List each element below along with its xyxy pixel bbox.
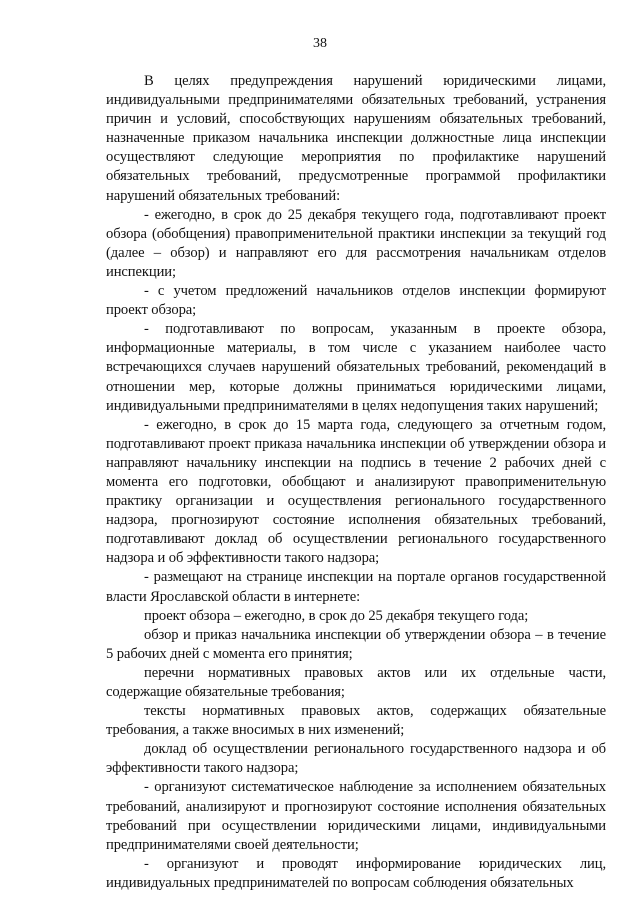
page-number: 38: [313, 36, 327, 51]
paragraph-form-review: - с учетом предложений начальников отделов инспекции формируют проект обзора;: [106, 283, 606, 319]
paragraph-publish-lists: перечни нормативных правовых актов или их отдельные части, содержащие обязательные требования;: [106, 664, 606, 700]
paragraph-publish-texts: тексты нормативных правовых актов, содержащих обязательные требования, а также вносимых в них изменений;: [106, 703, 606, 739]
document-body: [106, 72, 606, 893]
paragraph-annual-order: - ежегодно, в срок до 15 марта года, следующего за отчетным годом, подготавливают проект приказа начальника инспекции об утверждении обзора и направляют начальнику инспекции на подпись в течение 2 рабочих дней с момента его подготовки, обобщают и анализируют правоприменительную практику организации и осуществления регионального государственного надзора, прогнозируют состояние исполнения обязательных требований, подготавливают доклад об осуществлении регионального государственного надзора и об эффективности такого надзора;: [106, 416, 606, 567]
paragraph-publish: - размещают на странице инспекции на портале органов государственной власти Ярославской области в интернете:: [106, 569, 606, 605]
paragraph-review-draft: - ежегодно, в срок до 25 декабря текущего года, подготавливают проект обзора (обобщения) правоприменительной практики инспекции за текущий год (далее – обзор) и направляют его для рассмотрения начальникам отделов инспекции;: [106, 206, 606, 280]
paragraph-info-materials: - подготавливают по вопросам, указанным в проекте обзора, информационные материалы, в том числе с указанием наиболее часто встречающихся случаев нарушений обязательных требований, рекомендаций в отношении мер, которые должны приниматься юридическими лицами, индивидуальными предпринимателями в целях недопущения таких нарушений;: [106, 321, 606, 414]
paragraph-informing: - организуют и проводят информирование юридических лиц, индивидуальных предпринимателей по вопросам соблюдения обязательных: [106, 855, 606, 891]
paragraph-monitoring: - организуют систематическое наблюдение за исполнением обязательных требований, анализируют и прогнозируют состояние исполнения обязательных требований при осуществлении юридическими лицами, индивидуальными предпринимателями своей деятельности;: [106, 779, 606, 853]
paragraph-intro: В целях предупреждения нарушений юридическими лицами, индивидуальными предпринимателями обязательных требований, устранения причин и условий, способствующих нарушениям обязательных требований, назначенные приказом начальника инспекции должностные лица инспекции осуществляют следующие мероприятия по профилактике нарушений обязательных требований, предусмотренные программой профилактики нарушений обязательных требований:: [106, 73, 606, 204]
paragraph-publish-review: обзор и приказ начальника инспекции об утверждении обзора – в течение 5 рабочих дней с момента его принятия;: [106, 626, 606, 662]
paragraph-publish-report: доклад об осуществлении регионального государственного надзора и об эффективности такого надзора;: [106, 741, 606, 777]
paragraph-publish-draft: проект обзора – ежегодно, в срок до 25 декабря текущего года;: [144, 607, 529, 624]
